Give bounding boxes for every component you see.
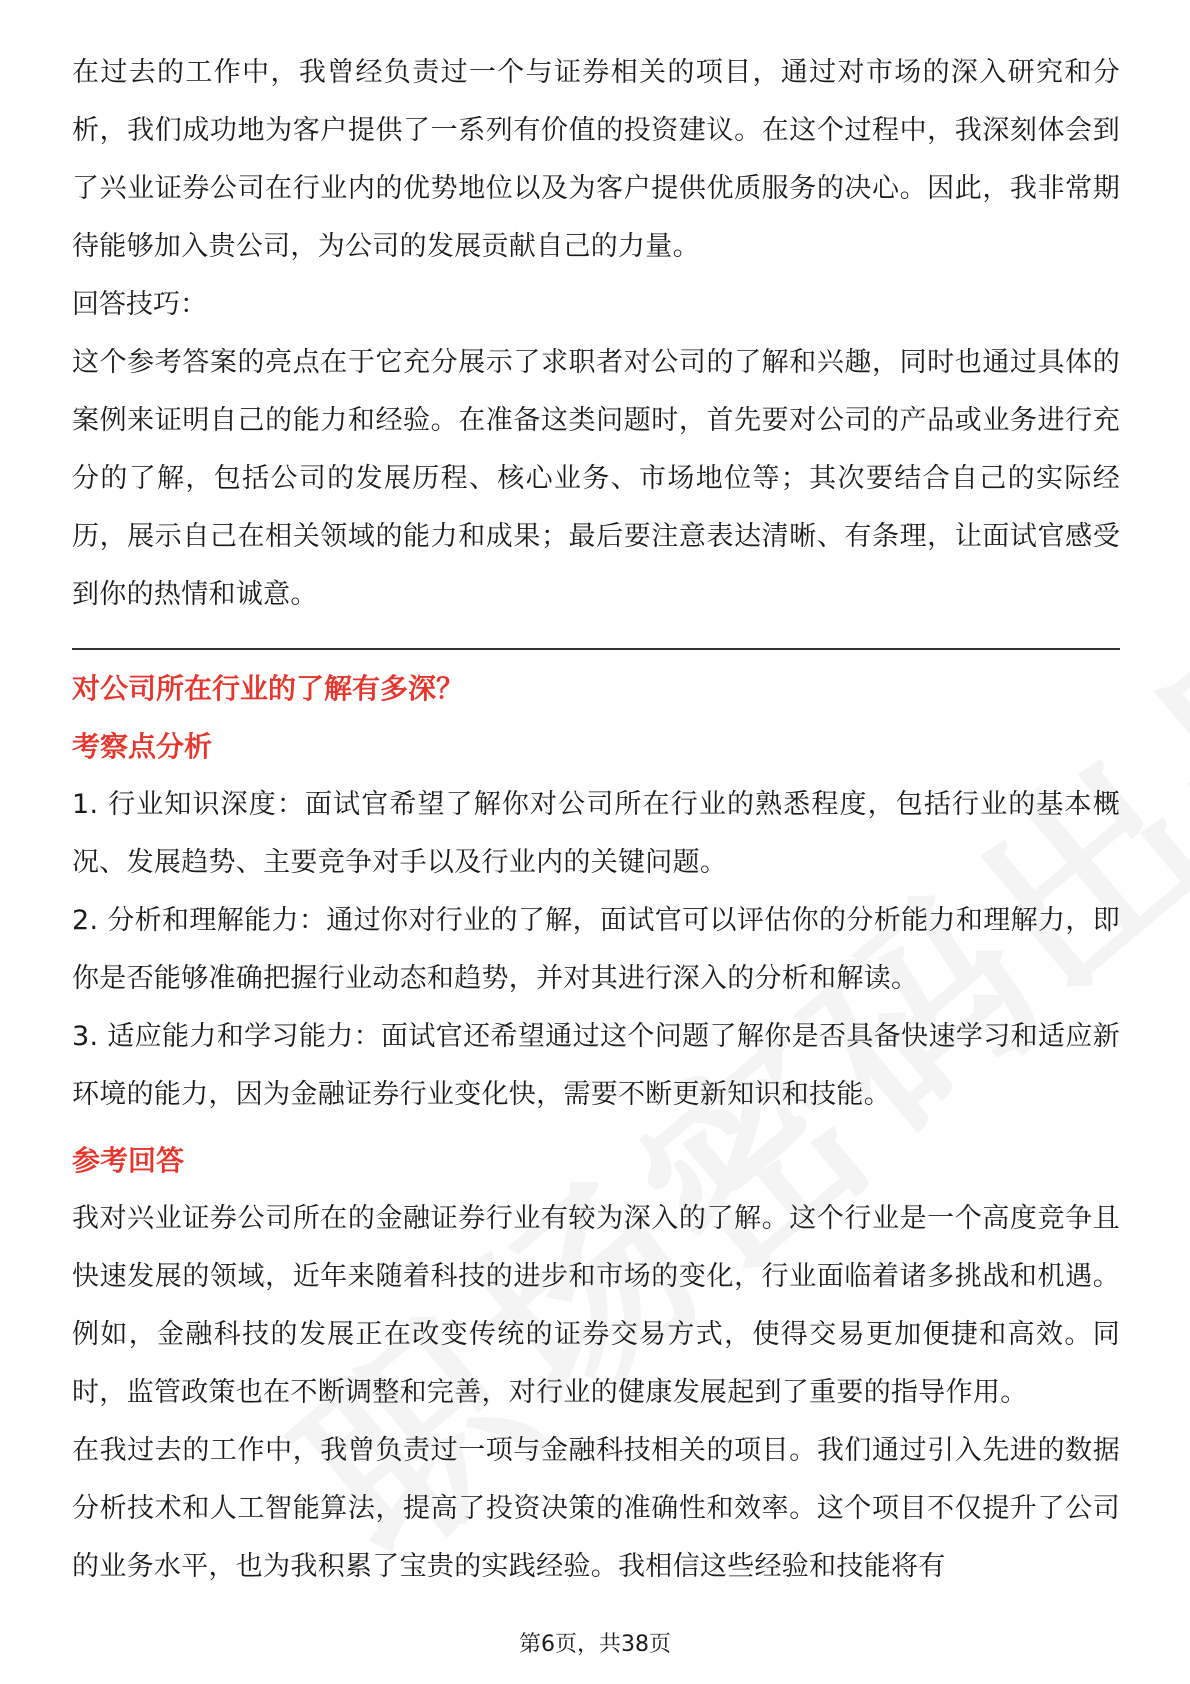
section-divider <box>72 648 1120 650</box>
analysis-point-3: 3. 适应能力和学习能力：面试官还希望通过这个问题了解你是否具备快速学习和适应新环境的能力，因为金融证券行业变化快，需要不断更新知识和技能。 <box>72 1021 1120 1110</box>
document-page <box>72 44 1120 1596</box>
question-title: 对公司所在行业的了解有多深？ <box>72 672 465 705</box>
analysis-point-2: 2. 分析和理解能力：通过你对行业的了解，面试官可以评估你的分析能力和理解力，即你是否能够准确把握行业动态和趋势，并对其进行深入的分析和解读。 <box>72 905 1120 994</box>
analysis-point-1: 1. 行业知识深度：面试官希望了解你对公司所在行业的熟悉程度，包括行业的基本概况、发展趋势、主要竞争对手以及行业内的关键问题。 <box>72 789 1120 878</box>
answer-heading: 参考回答 <box>72 1144 185 1177</box>
answer-paragraph-2: 在我过去的工作中，我曾负责过一项与金融科技相关的项目。我们通过引入先进的数据分析技术和人工智能算法，提高了投资决策的准确性和效率。这个项目不仅提升了公司的业务水平，也为我积累了宝贵的实践经验。我相信这些经验和技能将有 <box>72 1435 1120 1582</box>
page-number: 第6页，共38页 <box>519 1632 671 1657</box>
answer-paragraph-1: 我对兴业证券公司所在的金融证券行业有较为深入的了解。这个行业是一个高度竞争且快速发展的领域，近年来随着科技的进步和市场的变化，行业面临着诸多挑战和机遇。例如，金融科技的发展正在改变传统的证券交易方式，使得交易更加便捷和高效。同时，监管政策也在不断调整和完善，对行业的健康发展起到了重要的指导作用。 <box>72 1203 1120 1408</box>
analysis-heading: 考察点分析 <box>72 730 213 763</box>
tips-label: 回答技巧： <box>72 289 207 320</box>
paragraph-previous-answer: 在过去的工作中，我曾经负责过一个与证券相关的项目，通过对市场的深入研究和分析，我们成功地为客户提供了一系列有价值的投资建议。在这个过程中，我深刻体会到了兴业证券公司在行业内的优势地位以及为客户提供优质服务的决心。因此，我非常期待能够加入贵公司，为公司的发展贡献自己的力量。 <box>72 57 1120 262</box>
tips-paragraph: 这个参考答案的亮点在于它充分展示了求职者对公司的了解和兴趣，同时也通过具体的案例来证明自己的能力和经验。在准备这类问题时，首先要对公司的产品或业务进行充分的了解，包括公司的发展历程、核心业务、市场地位等；其次要结合自己的实际经历，展示自己在相关领域的能力和成果；最后要注意表达清晰、有条理，让面试官感受到你的热情和诚意。 <box>72 347 1120 610</box>
